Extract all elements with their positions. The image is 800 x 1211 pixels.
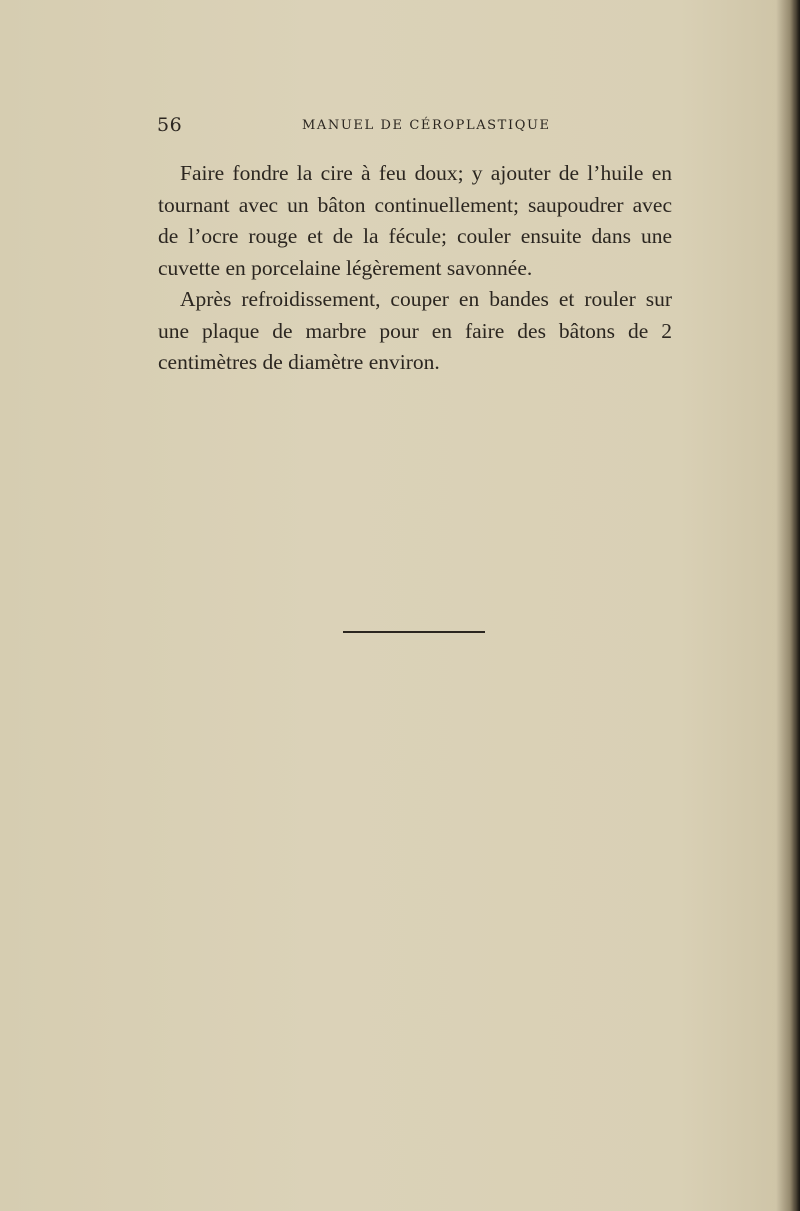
running-title: MANUEL DE CÉROPLASTIQUE bbox=[302, 118, 551, 133]
paragraph: Faire fondre la cire à feu doux; y ajouter de l’huile en tournant avec un bâton continuellement; saupoudrer avec de l’ocre rouge et de la fécule; couler ensuite dans une cuvette en porcelaine légèrement savonnée. bbox=[158, 161, 672, 280]
paragraph: Après refroidissement, couper en bandes et rouler sur une plaque de marbre pour en faire des bâtons de 2 centimètres de diamètre environ. bbox=[158, 287, 672, 374]
section-end-rule bbox=[343, 631, 485, 633]
body-text bbox=[158, 158, 672, 379]
page-number: 56 bbox=[157, 114, 183, 136]
page-edge-shadow bbox=[790, 0, 800, 1211]
